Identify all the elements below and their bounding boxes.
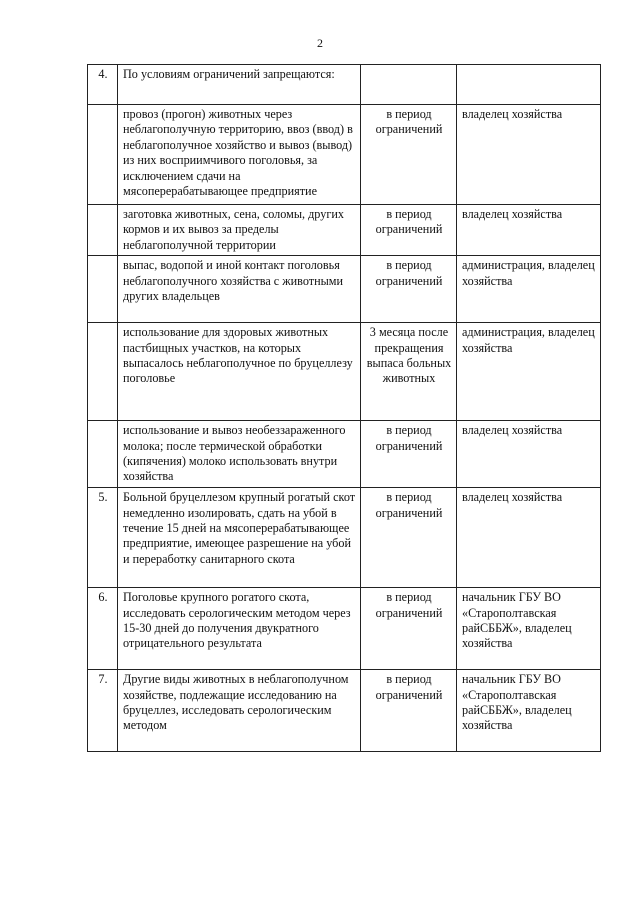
- responsible-cell: владелец хозяйства: [457, 105, 601, 205]
- term-cell: в период ограничений: [361, 670, 457, 752]
- term-cell: в период ограничений: [361, 588, 457, 670]
- term-cell: в период ограничений: [361, 256, 457, 323]
- row-number: [88, 256, 118, 323]
- term-cell: в период ограничений: [361, 105, 457, 205]
- measure-text: выпас, водопой и иной контакт поголовья неблагополучного хозяйства с животными других владельцев: [118, 256, 361, 323]
- responsible-cell: начальник ГБУ ВО «Старополтавская райСББЖ», владелец хозяйства: [457, 670, 601, 752]
- measure-text: Поголовье крупного рогатого скота, исследовать серологическим методом через 15-30 дней до получения двукратного отрицательного результата: [118, 588, 361, 670]
- row-number: 5.: [88, 488, 118, 588]
- row-number: 7.: [88, 670, 118, 752]
- table-row: [88, 670, 601, 752]
- responsible-cell: администрация, владелец хозяйства: [457, 256, 601, 323]
- responsible-cell: владелец хозяйства: [457, 421, 601, 488]
- table-row: [88, 488, 601, 588]
- measure-text: Больной бруцеллезом крупный рогатый скот немедленно изолировать, сдать на убой в течение 15 дней на мясоперерабатывающее предприятие, имеющее разрешение на убой и переработку санитарного скота: [118, 488, 361, 588]
- row-number: 6.: [88, 588, 118, 670]
- measures-table: [87, 64, 601, 752]
- measure-text: заготовка животных, сена, соломы, других кормов и их вывоз за пределы неблагополучной территории: [118, 205, 361, 256]
- row-number: [88, 323, 118, 421]
- row-number: [88, 421, 118, 488]
- row-number: [88, 105, 118, 205]
- term-cell: в период ограничений: [361, 205, 457, 256]
- measure-text: Другие виды животных в неблагополучном хозяйстве, подлежащие исследованию на бруцеллез, исследовать серологическим методом: [118, 670, 361, 752]
- term-cell: [361, 65, 457, 105]
- responsible-cell: администрация, владелец хозяйства: [457, 323, 601, 421]
- measure-text: использование и вывоз необеззараженного молока; после термической обработки (кипячения) молоко использовать внутри хозяйства: [118, 421, 361, 488]
- responsible-cell: [457, 65, 601, 105]
- table-row: [88, 65, 601, 105]
- responsible-cell: владелец хозяйства: [457, 488, 601, 588]
- measure-text: использование для здоровых животных пастбищных участков, на которых выпасалось неблагополучное по бруцеллезу поголовье: [118, 323, 361, 421]
- row-number: [88, 205, 118, 256]
- row-number: 4.: [88, 65, 118, 105]
- page-number: 2: [317, 36, 323, 50]
- table-row: [88, 421, 601, 488]
- term-cell: 3 месяца после прекращения выпаса больных животных: [361, 323, 457, 421]
- term-cell: в период ограничений: [361, 421, 457, 488]
- table-row: [88, 323, 601, 421]
- table-row: [88, 105, 601, 205]
- measure-text: По условиям ограничений запрещаются:: [118, 65, 361, 105]
- term-cell: в период ограничений: [361, 488, 457, 588]
- table-row: [88, 256, 601, 323]
- table-row: [88, 588, 601, 670]
- responsible-cell: начальник ГБУ ВО «Старополтавская райСББЖ», владелец хозяйства: [457, 588, 601, 670]
- measure-text: провоз (прогон) животных через неблагополучную территорию, ввоз (ввод) в неблагополучное хозяйство и вывоз (вывод) из них восприимчивого поголовья, за исключением сдачи на мясоперерабатывающее предприятие: [118, 105, 361, 205]
- table-row: [88, 205, 601, 256]
- responsible-cell: владелец хозяйства: [457, 205, 601, 256]
